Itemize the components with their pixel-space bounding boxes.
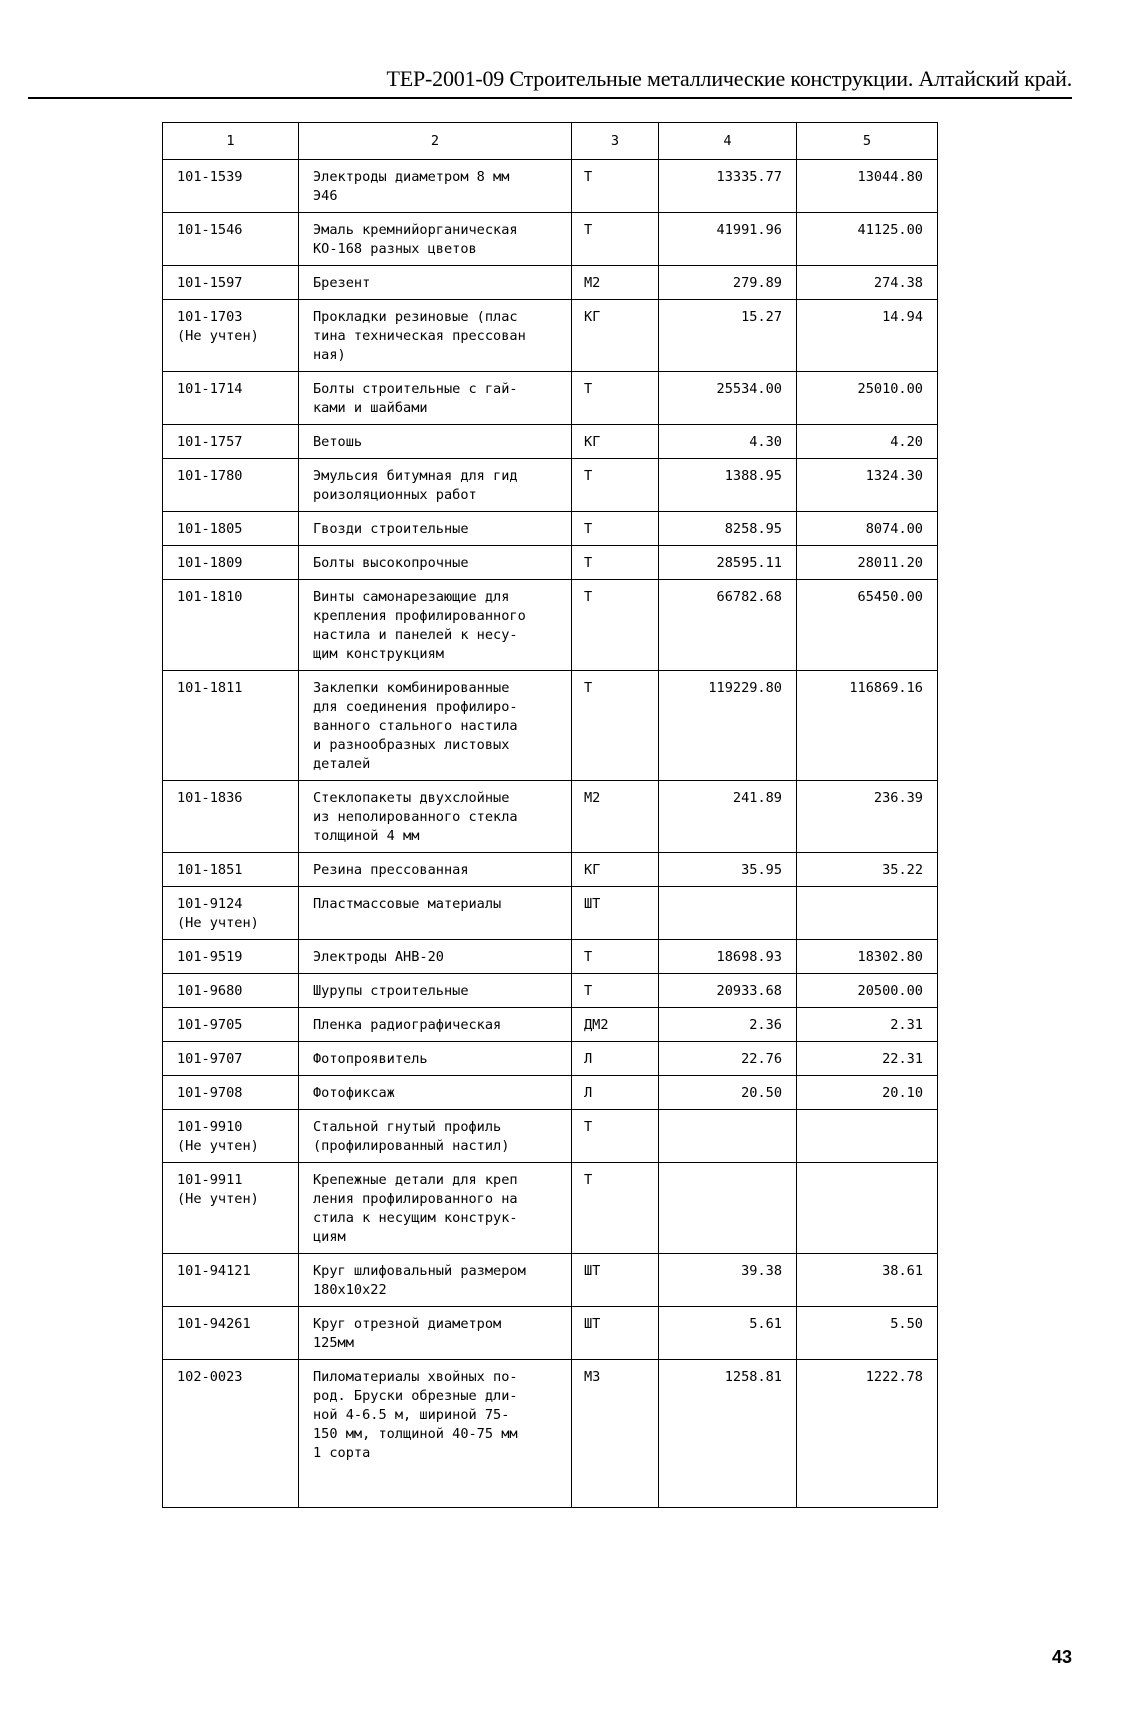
- header-rule: [28, 97, 1072, 99]
- table-row: [163, 1163, 938, 1254]
- unit-cell: М2: [572, 781, 659, 853]
- name-cell: Крепежные детали для креп ления профилированного на стила к несущим конструк- циям: [299, 1163, 572, 1254]
- price-cell: 20933.68: [659, 974, 797, 1008]
- price-cell: 35.95: [659, 853, 797, 887]
- price-cell: 22.76: [659, 1042, 797, 1076]
- price-cell: 4.20: [797, 425, 938, 459]
- code-cell: 101-1757: [163, 425, 299, 459]
- name-cell: Прокладки резиновые (плас тина техническая прессован ная): [299, 300, 572, 372]
- code-cell: 101-1714: [163, 372, 299, 425]
- name-cell: Круг отрезной диаметром 125мм: [299, 1307, 572, 1360]
- table-row: [163, 425, 938, 459]
- unit-cell: Л: [572, 1076, 659, 1110]
- name-cell: Болты высокопрочные: [299, 546, 572, 580]
- price-cell: 22.31: [797, 1042, 938, 1076]
- unit-cell: Т: [572, 1110, 659, 1163]
- unit-cell: М3: [572, 1360, 659, 1508]
- price-cell: 274.38: [797, 266, 938, 300]
- price-cell: 5.50: [797, 1307, 938, 1360]
- column-header: 1: [163, 123, 299, 160]
- table-row: [163, 1110, 938, 1163]
- code-cell: 101-9519: [163, 940, 299, 974]
- table-row: [163, 671, 938, 781]
- price-cell: 20500.00: [797, 974, 938, 1008]
- price-cell: 41991.96: [659, 213, 797, 266]
- table-row: [163, 512, 938, 546]
- table-row: [163, 1360, 938, 1508]
- unit-cell: Т: [572, 671, 659, 781]
- unit-cell: Т: [572, 1163, 659, 1254]
- name-cell: Заклепки комбинированные для соединения профилиро- ванного стального настила и разнообразных листовых деталей: [299, 671, 572, 781]
- name-cell: Фотофиксаж: [299, 1076, 572, 1110]
- name-cell: Эмульсия битумная для гид роизоляционных работ: [299, 459, 572, 512]
- price-cell: 4.30: [659, 425, 797, 459]
- table-row: [163, 372, 938, 425]
- price-cell: 241.89: [659, 781, 797, 853]
- table-row: [163, 546, 938, 580]
- name-cell: Гвозди строительные: [299, 512, 572, 546]
- table-row: [163, 459, 938, 512]
- column-header: 2: [299, 123, 572, 160]
- price-cell: [797, 887, 938, 940]
- table-row: [163, 213, 938, 266]
- code-cell: 101-9708: [163, 1076, 299, 1110]
- name-cell: Эмаль кремнийорганическая КО-168 разных цветов: [299, 213, 572, 266]
- unit-cell: Т: [572, 459, 659, 512]
- price-cell: 20.50: [659, 1076, 797, 1110]
- code-cell: 101-9911 (Не учтен): [163, 1163, 299, 1254]
- code-cell: 101-9707: [163, 1042, 299, 1076]
- code-cell: 101-1546: [163, 213, 299, 266]
- table-row: [163, 1076, 938, 1110]
- name-cell: Шурупы строительные: [299, 974, 572, 1008]
- name-cell: Пленка радиографическая: [299, 1008, 572, 1042]
- price-cell: 20.10: [797, 1076, 938, 1110]
- price-cell: 13044.80: [797, 160, 938, 213]
- price-cell: 1258.81: [659, 1360, 797, 1508]
- price-cell: 15.27: [659, 300, 797, 372]
- name-cell: Винты самонарезающие для крепления профилированного настила и панелей к несу- щим конструкциям: [299, 580, 572, 671]
- name-cell: Болты строительные с гай- ками и шайбами: [299, 372, 572, 425]
- unit-cell: М2: [572, 266, 659, 300]
- code-cell: 101-9680: [163, 974, 299, 1008]
- unit-cell: ШТ: [572, 1254, 659, 1307]
- unit-cell: КГ: [572, 300, 659, 372]
- price-cell: 236.39: [797, 781, 938, 853]
- code-cell: 101-1780: [163, 459, 299, 512]
- table-row: [163, 1307, 938, 1360]
- price-cell: 25010.00: [797, 372, 938, 425]
- price-cell: 116869.16: [797, 671, 938, 781]
- code-cell: 101-9705: [163, 1008, 299, 1042]
- price-cell: 13335.77: [659, 160, 797, 213]
- unit-cell: Т: [572, 372, 659, 425]
- code-cell: 101-1539: [163, 160, 299, 213]
- name-cell: Пиломатериалы хвойных по- род. Бруски обрезные дли- ной 4-6.5 м, шириной 75- 150 мм, толщиной 40-75 мм 1 сорта: [299, 1360, 572, 1508]
- price-cell: 119229.80: [659, 671, 797, 781]
- table-row: [163, 974, 938, 1008]
- price-cell: 28011.20: [797, 546, 938, 580]
- price-cell: 1324.30: [797, 459, 938, 512]
- price-cell: 18302.80: [797, 940, 938, 974]
- table-row: [163, 1254, 938, 1307]
- table-body: [163, 160, 938, 1508]
- name-cell: Пластмассовые материалы: [299, 887, 572, 940]
- table-row: [163, 1008, 938, 1042]
- table-row: [163, 940, 938, 974]
- price-cell: [659, 887, 797, 940]
- unit-cell: Т: [572, 974, 659, 1008]
- price-cell: 41125.00: [797, 213, 938, 266]
- price-cell: 279.89: [659, 266, 797, 300]
- name-cell: Стеклопакеты двухслойные из неполированного стекла толщиной 4 мм: [299, 781, 572, 853]
- column-header: 4: [659, 123, 797, 160]
- price-cell: 1222.78: [797, 1360, 938, 1508]
- table-row: [163, 580, 938, 671]
- price-cell: [659, 1163, 797, 1254]
- code-cell: 101-1809: [163, 546, 299, 580]
- code-cell: 101-1811: [163, 671, 299, 781]
- name-cell: Фотопроявитель: [299, 1042, 572, 1076]
- price-cell: 14.94: [797, 300, 938, 372]
- code-cell: 101-94261: [163, 1307, 299, 1360]
- code-cell: 101-9124 (Не учтен): [163, 887, 299, 940]
- price-cell: 39.38: [659, 1254, 797, 1307]
- code-cell: 101-1805: [163, 512, 299, 546]
- price-cell: [797, 1110, 938, 1163]
- price-table: [162, 122, 938, 1508]
- name-cell: Круг шлифовальный размером 180х10х22: [299, 1254, 572, 1307]
- unit-cell: Т: [572, 546, 659, 580]
- name-cell: Ветошь: [299, 425, 572, 459]
- column-header: 3: [572, 123, 659, 160]
- code-cell: 101-9910 (Не учтен): [163, 1110, 299, 1163]
- code-cell: 101-1703 (Не учтен): [163, 300, 299, 372]
- price-cell: 2.36: [659, 1008, 797, 1042]
- code-cell: 102-0023: [163, 1360, 299, 1508]
- page-header-title: ТЕР-2001-09 Строительные металлические конструкции. Алтайский край.: [386, 66, 1072, 91]
- price-cell: 8258.95: [659, 512, 797, 546]
- name-cell: Резина прессованная: [299, 853, 572, 887]
- table-row: [163, 1042, 938, 1076]
- code-cell: 101-94121: [163, 1254, 299, 1307]
- name-cell: Брезент: [299, 266, 572, 300]
- price-cell: 5.61: [659, 1307, 797, 1360]
- price-cell: 1388.95: [659, 459, 797, 512]
- table-row: [163, 160, 938, 213]
- unit-cell: КГ: [572, 425, 659, 459]
- page-number: 43: [1051, 1647, 1072, 1667]
- code-cell: 101-1597: [163, 266, 299, 300]
- table-row: [163, 887, 938, 940]
- unit-cell: КГ: [572, 853, 659, 887]
- price-cell: 65450.00: [797, 580, 938, 671]
- name-cell: Электроды АНВ-20: [299, 940, 572, 974]
- code-cell: 101-1851: [163, 853, 299, 887]
- unit-cell: Л: [572, 1042, 659, 1076]
- price-cell: 25534.00: [659, 372, 797, 425]
- table-row: [163, 300, 938, 372]
- code-cell: 101-1810: [163, 580, 299, 671]
- name-cell: Электроды диаметром 8 мм Э46: [299, 160, 572, 213]
- table-row: [163, 266, 938, 300]
- table-row: [163, 853, 938, 887]
- unit-cell: Т: [572, 213, 659, 266]
- price-cell: 18698.93: [659, 940, 797, 974]
- table-header-row: [163, 123, 938, 160]
- price-cell: 66782.68: [659, 580, 797, 671]
- code-cell: 101-1836: [163, 781, 299, 853]
- column-header: 5: [797, 123, 938, 160]
- table-row: [163, 781, 938, 853]
- price-cell: [797, 1163, 938, 1254]
- price-cell: 28595.11: [659, 546, 797, 580]
- price-cell: 38.61: [797, 1254, 938, 1307]
- name-cell: Стальной гнутый профиль (профилированный настил): [299, 1110, 572, 1163]
- unit-cell: Т: [572, 160, 659, 213]
- unit-cell: ШТ: [572, 887, 659, 940]
- unit-cell: ДМ2: [572, 1008, 659, 1042]
- price-cell: 8074.00: [797, 512, 938, 546]
- price-cell: [659, 1110, 797, 1163]
- unit-cell: ШТ: [572, 1307, 659, 1360]
- unit-cell: Т: [572, 940, 659, 974]
- unit-cell: Т: [572, 512, 659, 546]
- unit-cell: Т: [572, 580, 659, 671]
- price-cell: 2.31: [797, 1008, 938, 1042]
- price-cell: 35.22: [797, 853, 938, 887]
